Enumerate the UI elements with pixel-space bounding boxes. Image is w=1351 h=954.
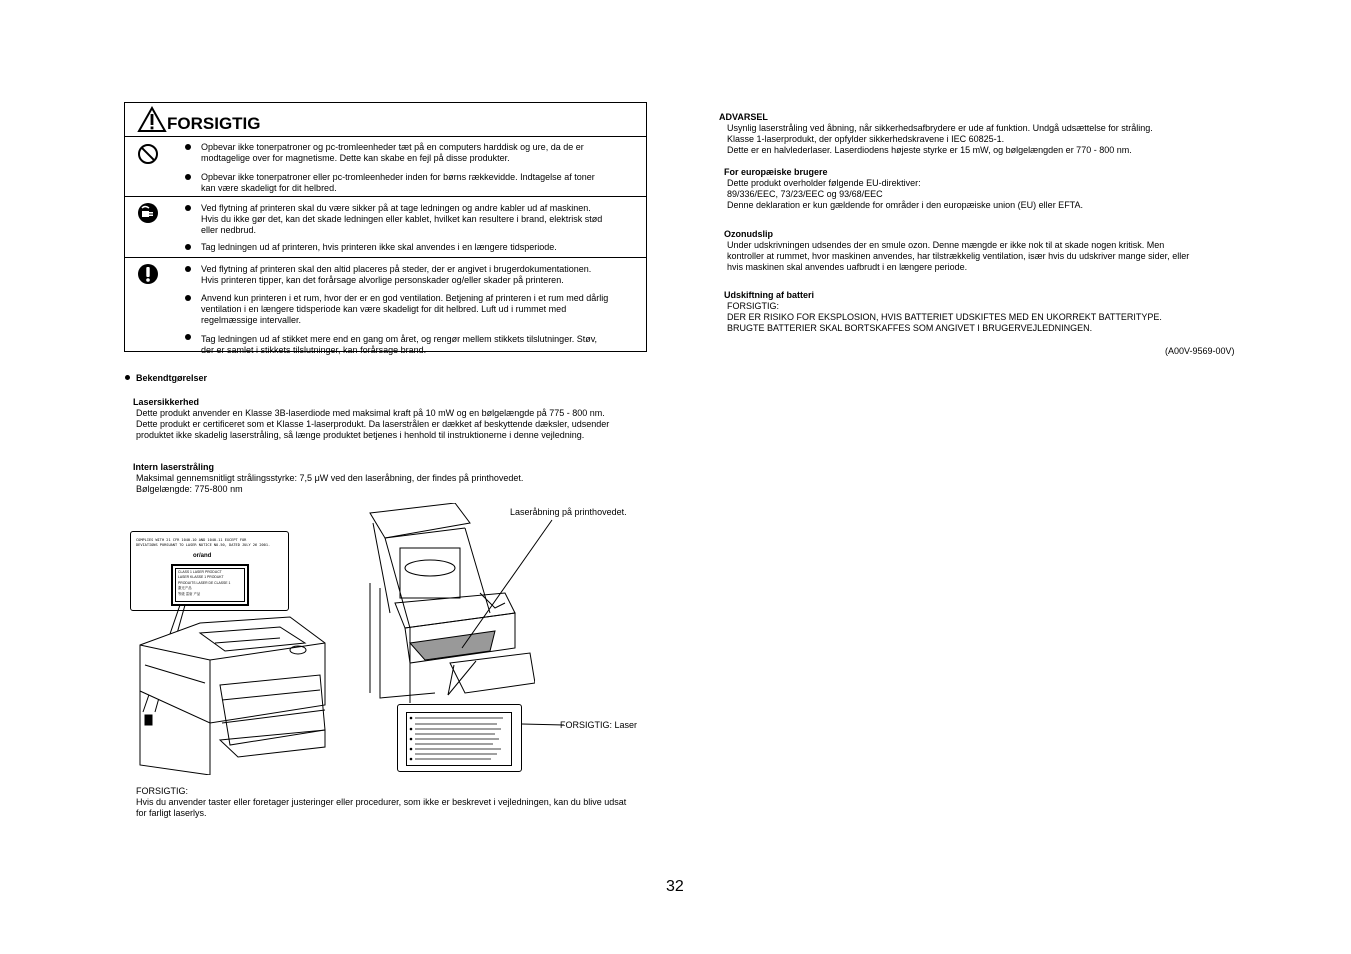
caution-row-unplug [125, 197, 646, 258]
footer-caution: FORSIGTIG: Hvis du anvender taster eller foretager justeringer eller procedurer, som ikke er beskrevet i vejledningen, kan du blive udsat for farligt laserlys. [136, 786, 627, 818]
warning-label-callout [397, 704, 522, 772]
internal-radiation-heading: Intern laserstråling [133, 462, 215, 472]
or-and-text: or/and [193, 553, 212, 559]
caution-box [124, 102, 647, 355]
warning-triangle-icon [137, 106, 167, 133]
warning-heading: ADVARSEL [719, 112, 768, 122]
printer-closed-illustration [130, 605, 335, 775]
battery-heading: Udskiftning af batteri [724, 290, 815, 300]
bullet [185, 244, 191, 250]
caution-item: Ved flytning af printeren skal du være sikker på at tage ledningen og andre kabler ud af maskinen. Hvis du ikke gør det, kan det skade ledningen eller kablet, hvilket kan resultere i brand, elektrisk stød eller nedbrud. [201, 203, 603, 235]
prohibition-icon [137, 143, 159, 165]
battery-text: FORSIGTIG: DER ER RISIKO FOR EKSPLOSION, HVIS BATTERIET UDSKIFTES MED EN UKORREKT BATTERITYPE. BRUGTE BATTERIER SKAL BORTSKAFFES SOM ANGIVET I BRUGERVEJLEDNINGEN. [727, 301, 1162, 333]
caution-item: Tag ledningen ud af stikket mere end en gang om året, og rengør mellem stikkets tilslutninger. Støv, der er samlet i stikkets tilslutninger, kan forårsage brand. [201, 334, 598, 355]
ozone-heading: Ozonudslip [724, 229, 773, 239]
warning-label-image [406, 712, 512, 766]
bullet [185, 205, 191, 211]
eu-text: Dette produkt overholder følgende EU-direktiver: 89/336/EEC, 73/23/EEC og 93/68/EEC Denne deklaration er kun gældende for områder i den europæiske union (EU) eller EFTA. [727, 178, 1084, 210]
caution-laser-label: FORSIGTIG: Laser [560, 720, 638, 730]
ozone-text: Under udskrivningen udsendes der en smule ozon. Denne mængde er ikke nok til at skade nogen kritisk. Men kontroller at rummet, hvor maskinen anvendes, har tilstrækkelig ventilation, især hvis du udskriver mange sider, eller hvis maskinen skal anvendes uafbrudt i en længere periode. [727, 240, 1190, 272]
bullet [125, 375, 130, 380]
laser-safety-heading: Lasersikkerhed [133, 397, 200, 407]
bullet [185, 334, 191, 340]
internal-radiation-text: Maksimal gennemsnitligt strålingsstyrke: 7,5 μW ved den laseråbning, der findes på printhovedet. Bølgelængde: 775-800 nm [136, 473, 524, 494]
caution-row-storage [125, 137, 646, 197]
eu-heading: For europæiske brugere [724, 167, 828, 177]
bullet [185, 144, 191, 150]
notices-heading: Bekendtgørelser [136, 373, 208, 383]
caution-title: FORSIGTIG [167, 114, 261, 133]
caution-header [125, 103, 646, 137]
unplug-icon [137, 202, 159, 224]
bullet [185, 266, 191, 272]
cdrh-compliance-text: COMPLIES WITH 21 CFR 1040.10 AND 1040.11 EXCEPT FOR DEVIATIONS PURSUANT TO LASER NOTICE NO.50, DATED JULY 26 2001. [136, 538, 271, 547]
caution-item: Anvend kun printeren i et rum, hvor der er en god ventilation. Betjening af printeren i et rum med dårlig ventilation i en længere tidsperiode kan være skadeligt for dit helbred. Luft ud i rummet med regelmæssige intervaller. [201, 293, 609, 325]
caution-item: Tag ledningen ud af printeren, hvis printeren ikke skal anvendes i en længere tidsperiode. [201, 242, 557, 252]
caution-row-placement [125, 258, 646, 354]
caution-item: Opbevar ikke tonerpatroner eller pc-tromleenheder inden for børns rækkevidde. Indtagelse af toner kan være skadeligt for dit helbred. [201, 172, 595, 193]
class1-label: CLASS 1 LASER PRODUCT LASER KLASSE 1 PRODUKT PRODUITS LASER DE CLASSE 1 激光产品 等级 雷射 产品 [171, 564, 249, 606]
document-code: (A00V-9569-00V) [1165, 346, 1235, 356]
callout-lines [440, 515, 565, 735]
bullet [185, 295, 191, 301]
warning-text: Usynlig laserstråling ved åbning, når sikkerhedsafbrydere er ude af funktion. Undgå udsættelse for stråling. Klasse 1-laserprodukt, der opfylder sikkerhedskravene i IEC 60825-1. Dette er en halvlederlaser. Laserdiodens højeste styrke er 15 mW, og bølgelængden er 770 - 800 nm. [727, 123, 1153, 155]
laser-opening-label: Laseråbning på printhovedet. [510, 507, 627, 517]
bullet [185, 174, 191, 180]
exclamation-icon [137, 263, 159, 285]
caution-item: Opbevar ikke tonerpatroner og pc-tromleenheder tæt på en computers harddisk og ure, da de er modtagelige over for magnetisme. Dette kan skabe en fejl på disse produkter. [201, 142, 584, 163]
caution-item: Ved flytning af printeren skal den altid placeres på steder, der er angivet i brugerdokumentationen. Hvis printeren tipper, kan det forårsage alvorlige personskader og/eller skader på printeren. [201, 264, 592, 285]
cdrh-label-callout [130, 531, 289, 611]
laser-safety-text: Dette produkt anvender en Klasse 3B-laserdiode med maksimal kraft på 10 mW og en bølgelængde på 775 - 800 nm. Dette produkt er certificeret som et Klasse 1-laserprodukt. Da laserstrålen er dækket af beskyttende dæksler, udsender produktet ikke skadelig laserstråling, så længe produktet betjenes i henhold til instruktionerne i denne vejledning. [136, 408, 610, 440]
page-number: 32 [666, 878, 684, 895]
